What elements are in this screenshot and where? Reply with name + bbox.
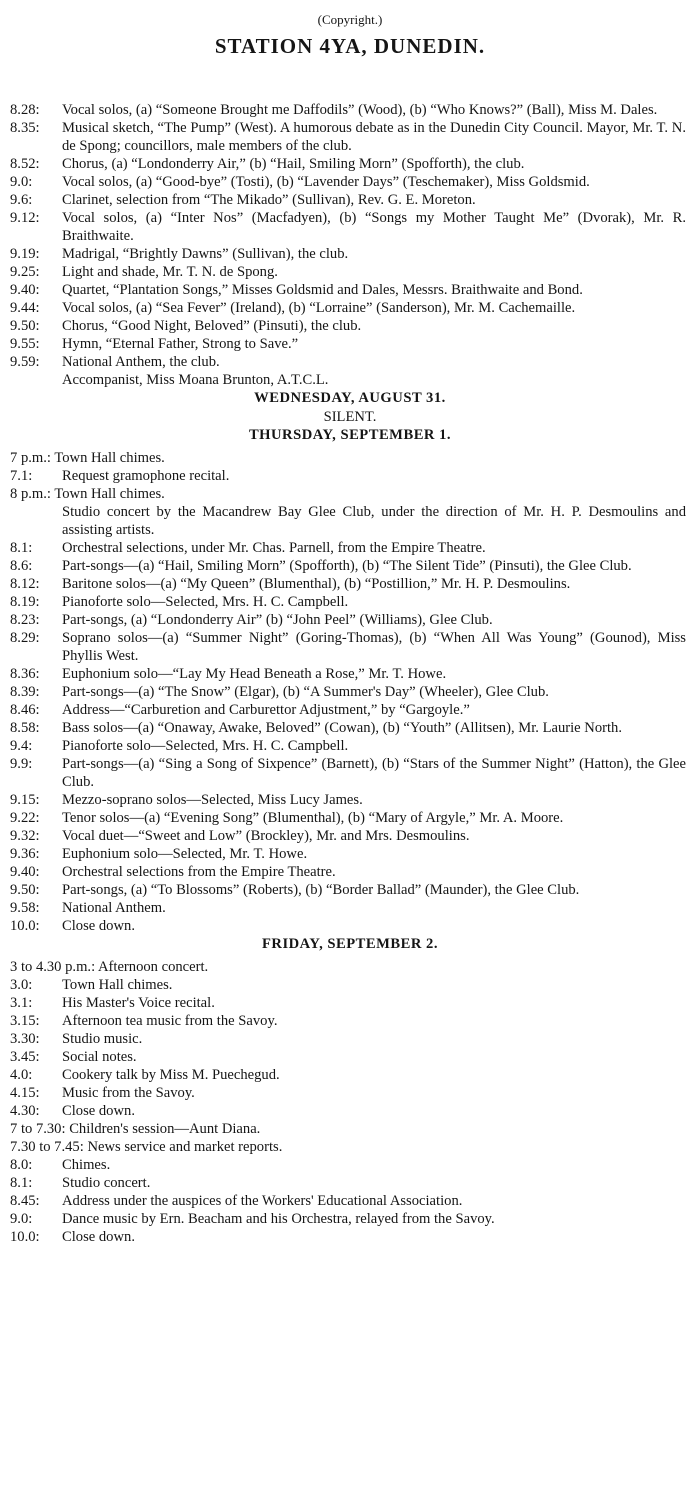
entry-text: Soprano solos—(a) “Summer Night” (Goring-Thomas), (b) “When All Was Young” (Gounod), Miss Phyllis West. [62, 630, 686, 664]
programme-entry [0, 449, 700, 467]
entry-text: Quartet, “Plantation Songs,” Misses Goldsmid and Dales, Messrs. Braithwaite and Bond. [62, 282, 583, 298]
programme-entry [0, 719, 700, 737]
entry-time: 9.19: [10, 246, 40, 262]
entry-time: 7.1: [10, 468, 33, 484]
entry-time: 8.28: [10, 102, 40, 118]
entry-text: Social notes. [62, 1049, 137, 1065]
entry-time: 9.6: [10, 192, 33, 208]
entry-text: Orchestral selections, under Mr. Chas. Parnell, from the Empire Theatre. [62, 540, 486, 556]
entry-time: 9.15: [10, 792, 40, 808]
programme-entry [0, 575, 700, 593]
entry-time: 8.36: [10, 666, 40, 682]
entry-time: 9.36: [10, 846, 40, 862]
entry-time: 3.45: [10, 1049, 40, 1065]
entry-time: 9.40: [10, 282, 40, 298]
entry-time: 9.58: [10, 900, 40, 916]
entry-time: 8.46: [10, 702, 40, 718]
entry-text: Vocal solos, (a) “Sea Fever” (Ireland), (b) “Lorraine” (Sanderson), Mr. M. Cachemaille. [62, 300, 576, 316]
programme-entry [0, 1066, 700, 1084]
programme-entry [0, 263, 700, 281]
programme-section [0, 935, 700, 1246]
programme-entry [0, 245, 700, 263]
entry-text: Chimes. [62, 1157, 111, 1173]
entry-time: 8 p.m.: [10, 486, 51, 502]
programme-entry [0, 917, 700, 935]
entry-text: Studio concert. [62, 1175, 151, 1191]
entry-time: 8.39: [10, 684, 40, 700]
programme-entry [0, 209, 700, 245]
programme-entry [0, 119, 700, 155]
programme-entry [0, 371, 700, 389]
programme-entry [0, 976, 700, 994]
entry-text: Dance music by Ern. Beacham and his Orchestra, relayed from the Savoy. [62, 1211, 495, 1227]
entry-time: 3 to 4.30 p.m.: [10, 959, 96, 975]
entry-text: Tenor solos—(a) “Evening Song” (Blumenthal), (b) “Mary of Argyle,” Mr. A. Moore. [62, 810, 564, 826]
programme-entry [0, 809, 700, 827]
programme-entry [0, 1030, 700, 1048]
programme-entry [0, 1102, 700, 1120]
programme-entry [0, 557, 700, 575]
programme-entry [0, 755, 700, 791]
entry-text: Afternoon tea music from the Savoy. [62, 1013, 278, 1029]
entry-text: Euphonium solo—“Lay My Head Beneath a Rose,” Mr. T. Howe. [62, 666, 447, 682]
entry-time: 9.59: [10, 354, 40, 370]
entry-time: 8.45: [10, 1193, 40, 1209]
entry-text: Town Hall chimes. [54, 486, 165, 502]
entry-text: Pianoforte solo—Selected, Mrs. H. C. Campbell. [62, 738, 349, 754]
programme-entry [0, 701, 700, 719]
entry-text: Baritone solos—(a) “My Queen” (Blumenthal), (b) “Postillion,” Mr. H. P. Desmoulins. [62, 576, 571, 592]
entry-time: 8.1: [10, 1175, 33, 1191]
programme-entry [0, 173, 700, 191]
entry-text: Accompanist, Miss Moana Brunton, A.T.C.L. [62, 372, 329, 388]
entry-time: 7 to 7.30: [10, 1121, 66, 1137]
entry-text: Music from the Savoy. [62, 1085, 195, 1101]
entry-time: 9.50: [10, 318, 40, 334]
entry-text: Chorus, (a) “Londonderry Air,” (b) “Hail, Smiling Morn” (Spofforth), the club. [62, 156, 525, 172]
entry-text: News service and market reports. [87, 1139, 283, 1155]
entry-time: 8.12: [10, 576, 40, 592]
entry-time: 8.29: [10, 630, 40, 646]
programme-entry [0, 629, 700, 665]
entry-time: 9.32: [10, 828, 40, 844]
programme-entry [0, 1210, 700, 1228]
entry-time: 8.0: [10, 1157, 33, 1173]
entry-text: Hymn, “Eternal Father, Strong to Save.” [62, 336, 299, 352]
programme-entry [0, 155, 700, 173]
entry-time: 9.22: [10, 810, 40, 826]
programme-entry [0, 485, 700, 503]
entry-text: Mezzo-soprano solos—Selected, Miss Lucy James. [62, 792, 363, 808]
entry-time: 9.44: [10, 300, 40, 316]
programme-entry [0, 1228, 700, 1246]
programme-entry [0, 683, 700, 701]
entry-time: 7 p.m.: [10, 450, 51, 466]
entry-text: Studio concert by the Macandrew Bay Glee Club, under the direction of Mr. H. P. Desmoulins and assisting artists. [62, 504, 686, 538]
programme-entry [0, 611, 700, 629]
entry-text: National Anthem, the club. [62, 354, 220, 370]
day-heading: WEDNESDAY, AUGUST 31. [254, 390, 446, 406]
entry-text: Clarinet, selection from “The Mikado” (Sullivan), Rev. G. E. Moreton. [62, 192, 476, 208]
entry-text: Address under the auspices of the Workers' Educational Association. [62, 1193, 463, 1209]
entry-time: 7.30 to 7.45: [10, 1139, 84, 1155]
programme-entry [0, 101, 700, 119]
programme-entry [0, 791, 700, 809]
day-note: SILENT. [323, 409, 377, 425]
programme-entry [0, 1174, 700, 1192]
entry-time: 8.1: [10, 540, 33, 556]
programme-section [0, 426, 700, 935]
entry-time: 4.30: [10, 1103, 40, 1119]
entry-text: Town Hall chimes. [54, 450, 165, 466]
entry-text: Pianoforte solo—Selected, Mrs. H. C. Campbell. [62, 594, 349, 610]
station-title: STATION 4YA, DUNEDIN. [214, 34, 486, 58]
entry-time: 9.50: [10, 882, 40, 898]
programme-entry [0, 827, 700, 845]
entry-text: Vocal solos, (a) “Good-bye” (Tosti), (b) “Lavender Days” (Teschemaker), Miss Goldsmid. [62, 174, 590, 190]
entry-text: Musical sketch, “The Pump” (West). A humorous debate as in the Dunedin City Council. Mayor, Mr. T. N. de Spong; councillors, male members of the club. [62, 120, 686, 154]
programme-entry [0, 1012, 700, 1030]
entry-text: Madrigal, “Brightly Dawns” (Sullivan), the club. [62, 246, 349, 262]
programme-entry [0, 539, 700, 557]
entry-time: 9.4: [10, 738, 33, 754]
entry-time: 9.40: [10, 864, 40, 880]
entry-time: 4.0: [10, 1067, 33, 1083]
programme-entry [0, 665, 700, 683]
programme-entry [0, 737, 700, 755]
entry-text: Part-songs, (a) “To Blossoms” (Roberts), (b) “Border Ballad” (Maunder), the Glee Club. [62, 882, 580, 898]
entry-text: Close down. [62, 918, 135, 934]
entry-text: Request gramophone recital. [62, 468, 230, 484]
entry-text: Cookery talk by Miss M. Puechegud. [62, 1067, 280, 1083]
entry-time: 3.0: [10, 977, 33, 993]
programme-entry [0, 863, 700, 881]
entry-text: Vocal solos, (a) “Someone Brought me Daffodils” (Wood), (b) “Who Knows?” (Ball), Miss M. Dales. [62, 102, 658, 118]
entry-time: 3.30: [10, 1031, 40, 1047]
entry-time: 4.15: [10, 1085, 40, 1101]
entry-text: Part-songs—(a) “Sing a Song of Sixpence” (Barnett), (b) “Stars of the Summer Night” (Hatton), the Glee Club. [62, 756, 686, 790]
programme-entry [0, 335, 700, 353]
entry-time: 10.0: [10, 918, 40, 934]
entry-text: National Anthem. [62, 900, 166, 916]
programme-entry [0, 1048, 700, 1066]
programme-body [0, 101, 700, 1246]
entry-text: Address—“Carburetion and Carburettor Adjustment,” by “Gargoyle.” [62, 702, 470, 718]
entry-time: 9.25: [10, 264, 40, 280]
programme-entry [0, 1138, 700, 1156]
entry-text: Vocal duet—“Sweet and Low” (Brockley), Mr. and Mrs. Desmoulins. [62, 828, 470, 844]
day-heading: THURSDAY, SEPTEMBER 1. [248, 427, 452, 443]
programme-entry [0, 299, 700, 317]
programme-entry [0, 191, 700, 209]
entry-time: 8.6: [10, 558, 33, 574]
programme-entry [0, 281, 700, 299]
entry-time: 10.0: [10, 1229, 40, 1245]
programme-entry [0, 467, 700, 485]
entry-text: Children's session—Aunt Diana. [69, 1121, 261, 1137]
copyright-notice: (Copyright.) [317, 12, 383, 27]
entry-time: 9.12: [10, 210, 40, 226]
programme-entry [0, 958, 700, 976]
programme-entry [0, 1084, 700, 1102]
entry-time: 8.58: [10, 720, 40, 736]
entry-text: Afternoon concert. [97, 959, 209, 975]
entry-text: Part-songs, (a) “Londonderry Air” (b) “John Peel” (Williams), Glee Club. [62, 612, 493, 628]
programme-entry [0, 881, 700, 899]
entry-time: 3.15: [10, 1013, 40, 1029]
entry-time: 9.55: [10, 336, 40, 352]
entry-text: Town Hall chimes. [62, 977, 173, 993]
programme-section [0, 389, 700, 426]
entry-text: Part-songs—(a) “The Snow” (Elgar), (b) “A Summer's Day” (Wheeler), Glee Club. [62, 684, 549, 700]
entry-text: Close down. [62, 1229, 135, 1245]
entry-text: Orchestral selections from the Empire Theatre. [62, 864, 336, 880]
entry-time: 9.9: [10, 756, 33, 772]
programme-entry [0, 503, 700, 539]
entry-text: Part-songs—(a) “Hail, Smiling Morn” (Spofforth), (b) “The Silent Tide” (Pinsuti), the Glee Club. [62, 558, 632, 574]
entry-time: 8.19: [10, 594, 40, 610]
programme-section [0, 101, 700, 389]
programme-entry [0, 1120, 700, 1138]
programme-entry [0, 593, 700, 611]
entry-text: His Master's Voice recital. [62, 995, 215, 1011]
entry-text: Bass solos—(a) “Onaway, Awake, Beloved” (Cowan), (b) “Youth” (Allitsen), Mr. Laurie North. [62, 720, 622, 736]
entry-text: Euphonium solo—Selected, Mr. T. Howe. [62, 846, 308, 862]
programme-entry [0, 899, 700, 917]
programme-entry [0, 994, 700, 1012]
entry-text: Close down. [62, 1103, 135, 1119]
entry-time: 8.23: [10, 612, 40, 628]
entry-text: Light and shade, Mr. T. N. de Spong. [62, 264, 278, 280]
entry-time: 9.0: [10, 174, 33, 190]
entry-time: 8.35: [10, 120, 40, 136]
entry-time: 8.52: [10, 156, 40, 172]
programme-entry [0, 317, 700, 335]
programme-entry [0, 353, 700, 371]
programme-entry [0, 1156, 700, 1174]
entry-time: 3.1: [10, 995, 33, 1011]
entry-time: 9.0: [10, 1211, 33, 1227]
day-heading: FRIDAY, SEPTEMBER 2. [262, 936, 438, 952]
entry-text: Chorus, “Good Night, Beloved” (Pinsuti), the club. [62, 318, 362, 334]
programme-entry [0, 1192, 700, 1210]
entry-text: Studio music. [62, 1031, 143, 1047]
entry-text: Vocal solos, (a) “Inter Nos” (Macfadyen), (b) “Songs my Mother Taught Me” (Dvorak), Mr. R. Braithwaite. [62, 210, 686, 244]
programme-entry [0, 845, 700, 863]
